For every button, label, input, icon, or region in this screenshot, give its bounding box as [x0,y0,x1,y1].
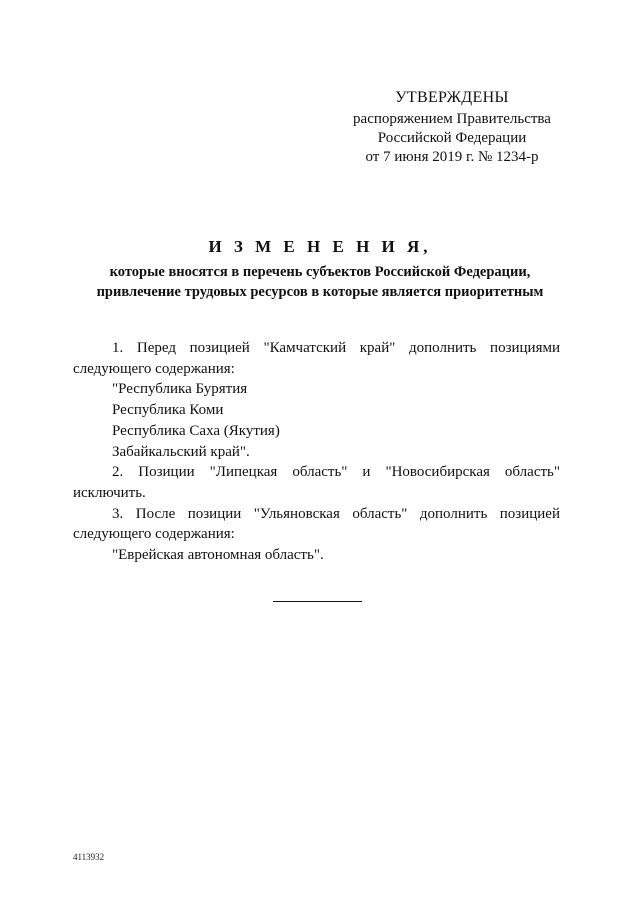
list-item: Республика Саха (Якутия) [112,422,280,439]
subtitle-line-2: привлечение трудовых ресурсов в которые является приоритетным [96,284,544,300]
list-item: "Еврейская автономная область". [112,547,324,564]
approval-line-1: распоряжением Правительства [353,111,551,127]
document-title: И З М Е Н Е Н И Я, [208,237,432,256]
subtitle-line-1: которые вносятся в перечень субъектов Российской Федерации, [109,264,531,280]
document-code: 4113932 [73,852,105,862]
approval-line-2: Российской Федерации [377,130,527,146]
list-item: Республика Коми [112,402,224,419]
approval-block [340,88,564,167]
end-separator-line [273,601,362,602]
approval-heading: УТВЕРЖДЕНЫ [395,89,509,106]
document-subtitle [70,262,570,302]
document-body [73,338,560,566]
list-item: Забайкальский край". [112,443,250,460]
paragraph-item-3: 3. После позиции "Ульяновская область" дополнить позицией следующего содержания: [73,505,560,543]
list-item: "Республика Бурятия [112,381,248,398]
paragraph-item-1: 1. Перед позицией "Камчатский край" дополнить позициями следующего содержания: [73,340,560,377]
paragraph-item-2: 2. Позиции "Липецкая область" и "Новосибирская область" исключить. [73,464,560,501]
approval-line-3: от 7 июня 2019 г. № 1234-р [365,149,539,165]
